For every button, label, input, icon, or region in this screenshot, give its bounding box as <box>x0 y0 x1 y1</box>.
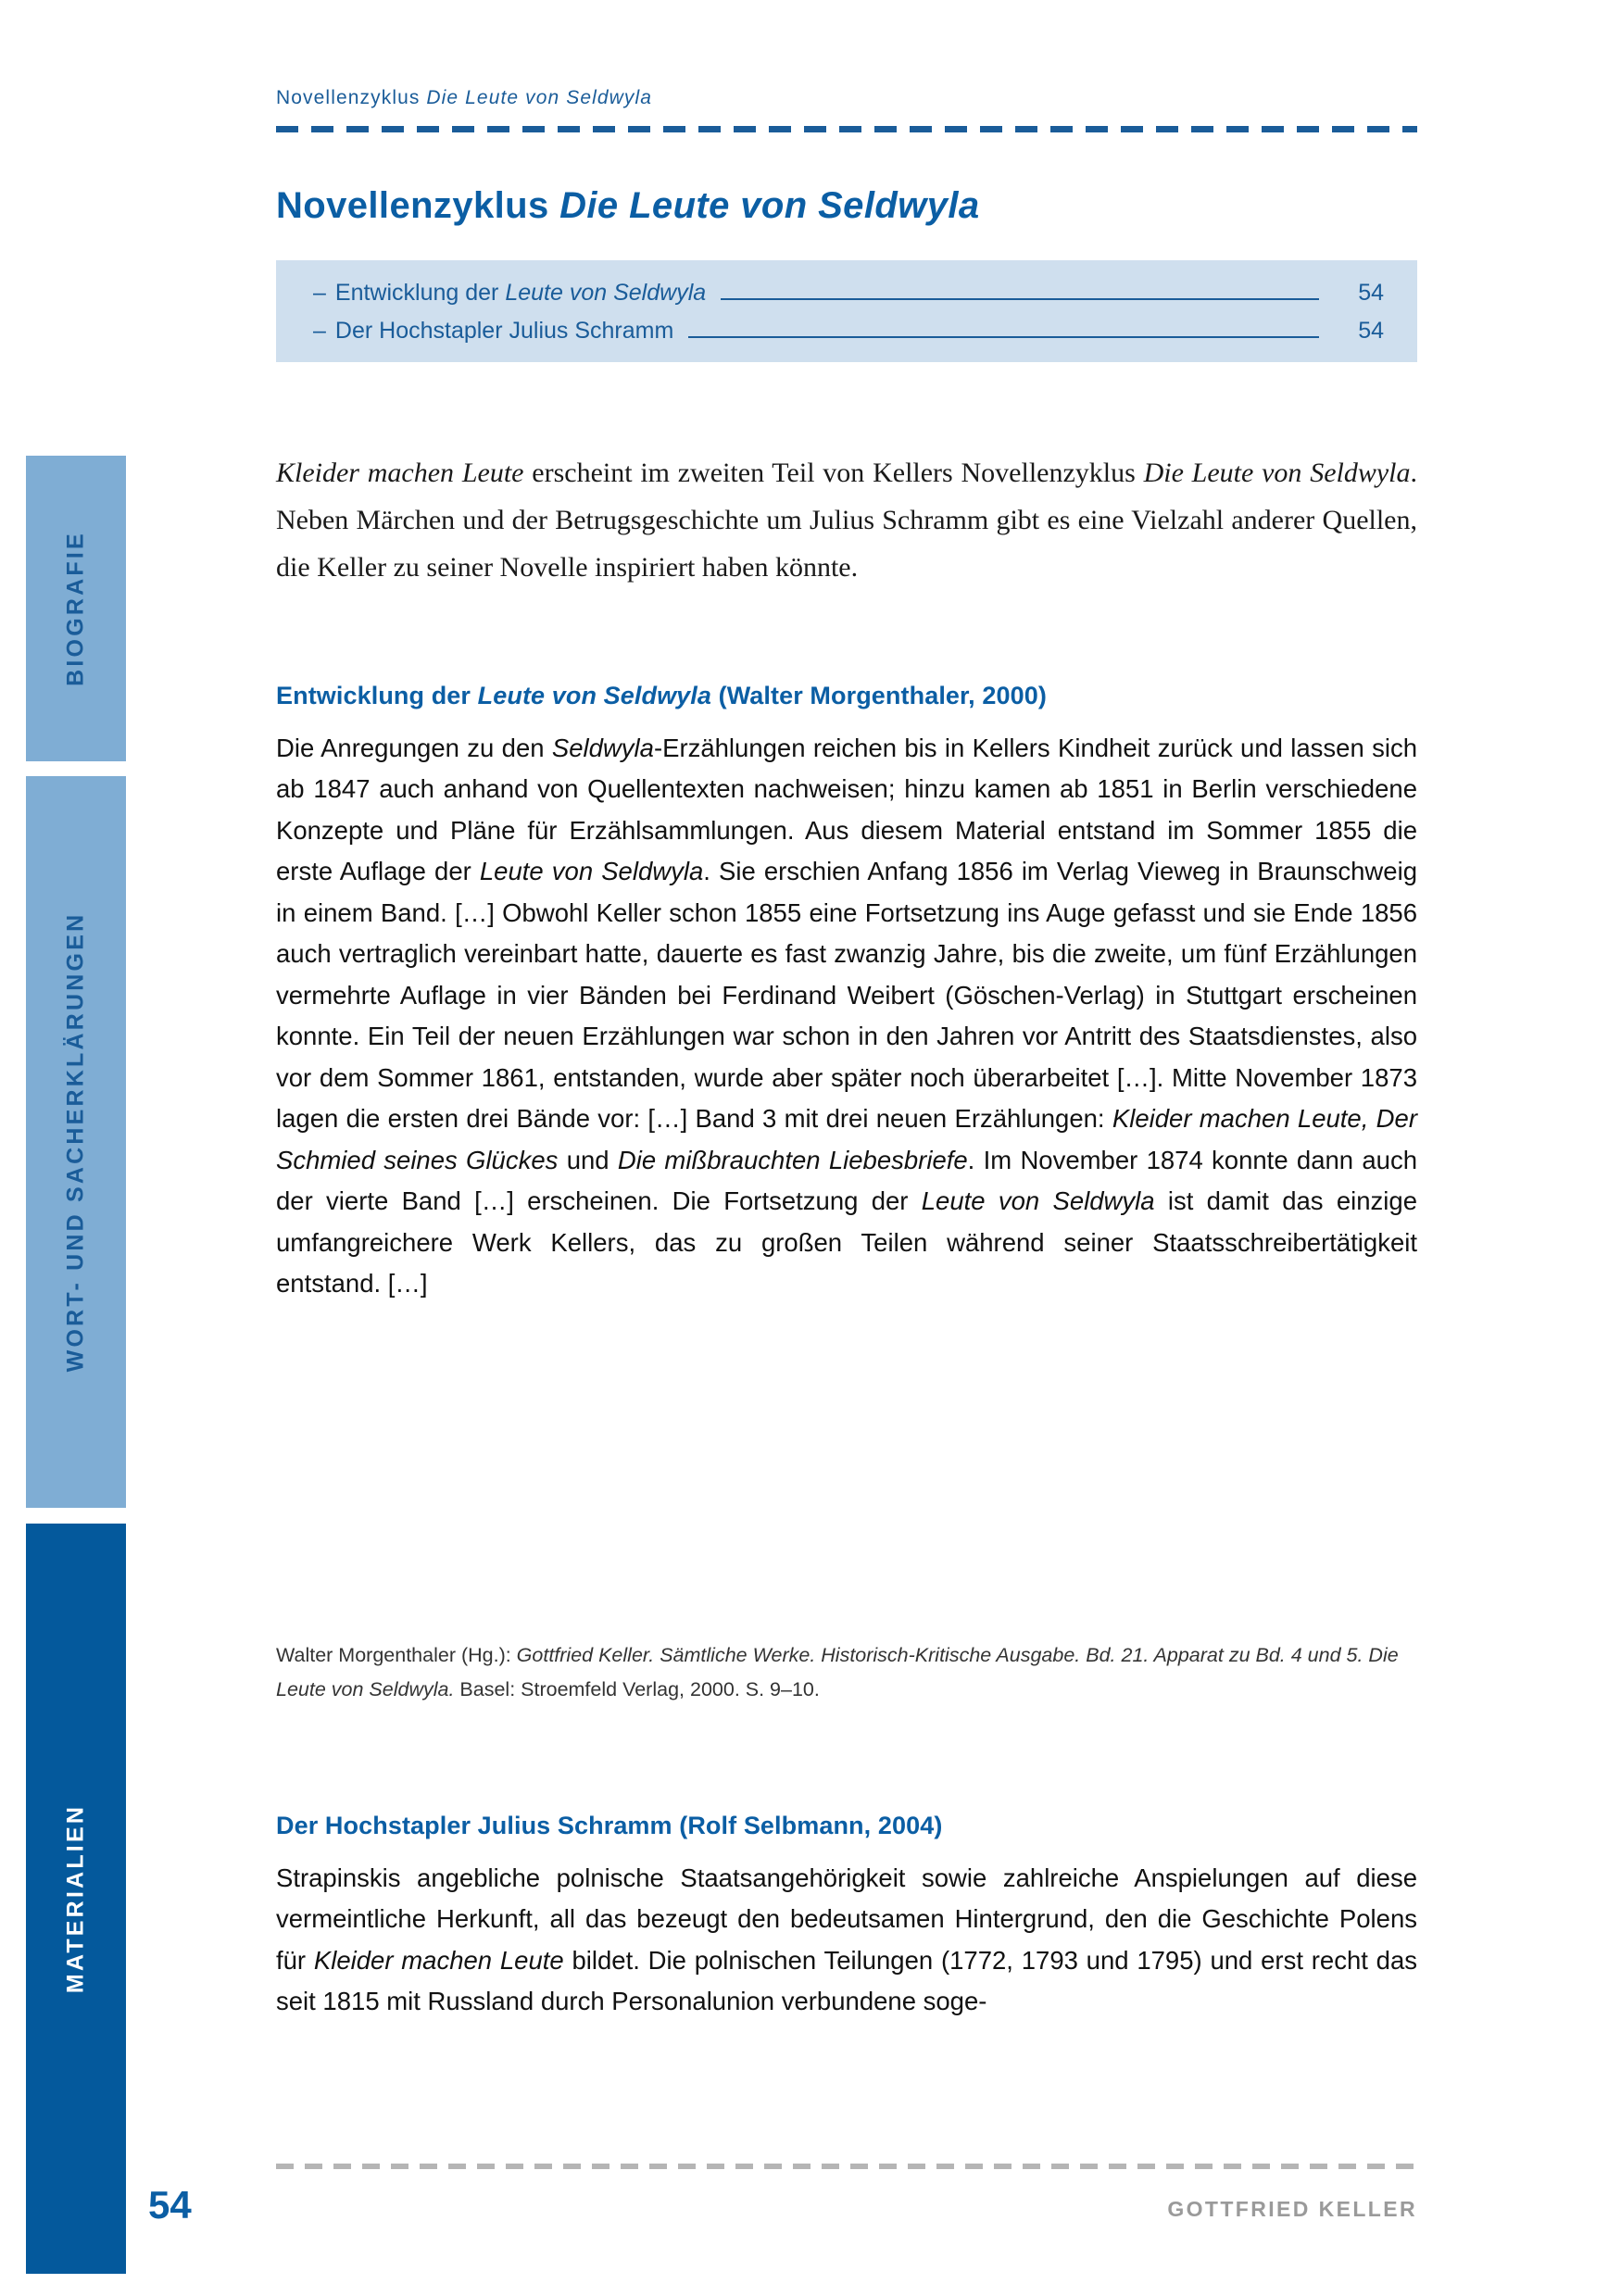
body-seg: ist damit das einzige umfangreichere Werk Kellers, das zu großen Teilen während seiner Staatsschreibertätigkeit entstand. […] <box>276 1186 1417 1298</box>
citation-seg: Basel: Stroemfeld Verlag, 2000. S. 9–10. <box>454 1677 820 1700</box>
section-head-text: Der Hochstapler Julius Schramm (Rolf Selbmann, 2004) <box>276 1812 943 1840</box>
section-heading-hochstapler <box>276 1812 1417 1840</box>
body-seg-italic: Seldwyla <box>551 733 654 762</box>
toc-title-plain: Entwicklung der <box>334 280 506 306</box>
footer-book-title: GOTTFRIED KELLER <box>1167 2197 1417 2221</box>
sidebar-tab-materialien[interactable] <box>26 1524 126 2274</box>
toc-entry-title <box>335 318 673 345</box>
page-title-italic: Die Leute von Seldwyla <box>559 184 980 226</box>
toc-title-italic: Leute von Seldwyla <box>505 280 707 306</box>
body-seg-italic: Kleider machen Leute <box>313 1945 564 1975</box>
intro-seg-3: Die Leute von Seldwyla <box>1143 458 1411 488</box>
toc-page-number: 54 <box>1358 318 1384 344</box>
section-head-plain: Entwicklung der <box>276 682 478 710</box>
body-seg-italic: Leute von Seldwyla <box>479 857 704 885</box>
section-body-entwicklung <box>276 728 1417 1305</box>
toc-dash: – <box>313 318 326 344</box>
intro-seg-4: . Neben Märchen und der Betrugsgeschichte um Julius Schramm gibt es eine Vielzahl anderer Quellen, die Keller zu seiner Novelle inspiriert haben könnte. <box>276 458 1418 583</box>
sidebar-tab-biografie[interactable] <box>26 456 126 761</box>
body-seg: Die Anregungen zu den <box>276 733 552 762</box>
body-seg: und <box>558 1145 618 1174</box>
page-title-plain: Novellenzyklus <box>276 184 560 226</box>
toc-entry[interactable] <box>313 318 1384 346</box>
body-seg-italic: Die mißbrauchten Liebesbriefe <box>617 1145 968 1174</box>
body-seg: . Sie erschien Anfang 1856 im Verlag Vieweg in Braunschweig in einem Band. […] Obwohl Keller schon 1855 eine Fortsetzung ins Auge gefasst und sie Ende 1856 auch vertraglich vereinbart hatte, dauerte es fast zwanzig Jahre, bis die zweite, um fünf Erzählungen vermehrte Auflage in vier Bänden bei Ferdinand Weibert (Göschen-Verlag) in Stuttgart erscheinen konnte. Ein Teil der neuen Erzählungen war schon in den Jahren vor Antritt des Staatsdienstes, also vor dem Sommer 1861, entstanden, wurde aber später noch überarbeitet […]. Mitte November 1873 lagen die ersten drei Bände vor: […] Band 3 mit drei neuen Erzählungen: <box>276 857 1417 1133</box>
page-title <box>276 185 980 227</box>
toc-leader-line <box>688 336 1319 338</box>
body-seg-italic: Leute von Seldwyla <box>921 1186 1155 1215</box>
sidebar-tab-wort-und-sacherklaerungen[interactable] <box>26 776 126 1508</box>
toc-entry-title <box>335 280 706 307</box>
running-head-plain: Novellenzyklus <box>276 87 427 108</box>
header-dashed-rule <box>276 126 1417 132</box>
intro-seg-2: erscheint im zweiten Teil von Kellers Novellenzyklus <box>523 458 1144 488</box>
side-tab-strip <box>26 0 126 2296</box>
toc-title-plain: Der Hochstapler Julius Schramm <box>334 318 674 344</box>
section-body-hochstapler <box>276 1858 1417 2023</box>
sidebar-tab-label: WORT- UND SACHERKLÄRUNGEN <box>62 911 89 1373</box>
intro-seg-1: Kleider machen Leute <box>276 458 524 488</box>
sidebar-tab-label: BIOGRAFIE <box>62 531 89 686</box>
toc-dash: – <box>313 280 326 306</box>
body-seg-italic: Kleider machen Leute, Der Schmied seines Glückes <box>276 1104 1417 1174</box>
section-head-suffix: (Walter Morgenthaler, 2000) <box>711 682 1047 710</box>
page-folio-number: 54 <box>148 2183 192 2227</box>
section-head-italic: Leute von Seldwyla <box>477 682 712 710</box>
body-seg: Strapinskis angebliche polnische Staatsangehörigkeit sowie zahlreiche Anspielungen auf diese vermeintliche Herkunft, all das bezeugt den bedeutsamen Hintergrund, den die Geschichte Polens für <box>276 1863 1417 1975</box>
sidebar-tab-label: MATERIALIEN <box>62 1803 89 1994</box>
section-heading-entwicklung <box>276 682 1417 710</box>
chapter-toc-box <box>276 260 1417 362</box>
source-citation <box>276 1638 1417 1707</box>
intro-paragraph <box>276 449 1417 591</box>
footer-dashed-rule <box>276 2164 1417 2169</box>
citation-seg: Walter Morgenthaler (Hg.): <box>276 1643 517 1666</box>
running-head <box>276 87 652 109</box>
citation-seg-italic: Gottfried Keller. Sämtliche Werke. Historisch-Kritische Ausgabe. Bd. 21. Apparat zu Bd. 4 und 5. Die Leute von Seldwyla. <box>276 1643 1399 1700</box>
running-head-italic: Die Leute von Seldwyla <box>426 87 653 108</box>
toc-leader-line <box>721 298 1319 300</box>
toc-page-number: 54 <box>1358 280 1384 306</box>
body-seg: . Im November 1874 konnte dann auch der vierte Band […] erscheinen. Die Fortsetzung der <box>276 1145 1417 1215</box>
body-seg: bildet. Die polnischen Teilungen (1772, 1793 und 1795) und erst recht das seit 1815 mit Russland durch Personalunion verbundene soge- <box>276 1945 1417 2015</box>
toc-entry[interactable] <box>313 280 1384 308</box>
body-seg: -Erzählungen reichen bis in Kellers Kindheit zurück und lassen sich ab 1847 auch anhand von Quellentexten nachweisen; hinzu kamen ab 1851 in Berlin verschiedene Konzepte und Pläne für Erzählsammlungen. Aus diesem Material entstand im Sommer 1855 die erste Auflage der <box>276 733 1417 885</box>
